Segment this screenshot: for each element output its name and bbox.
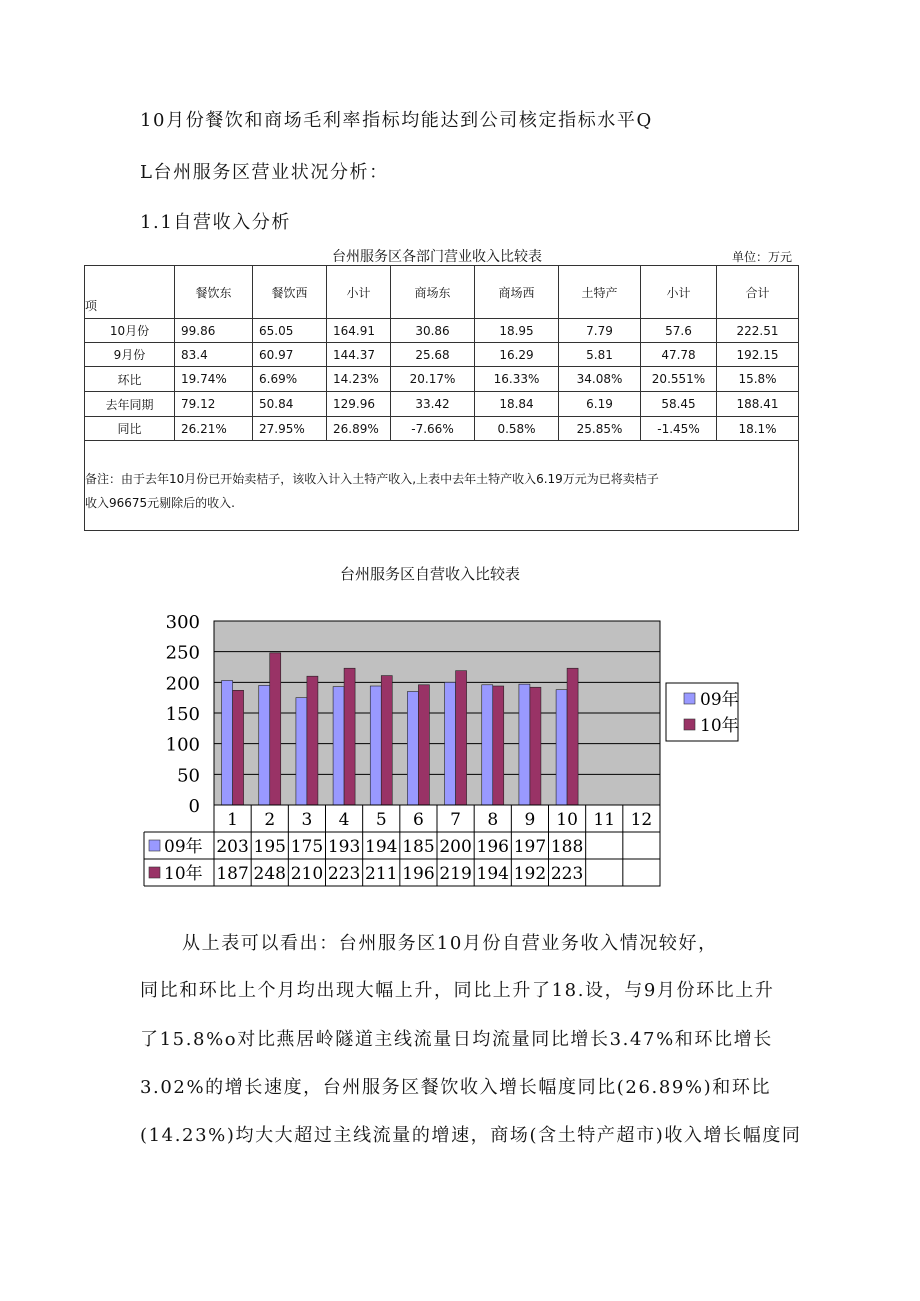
cell: 6.69% [253,367,327,392]
cell: 19.74% [175,367,253,392]
data-label: 188 [550,837,584,857]
data-label: 203 [216,837,249,857]
cell: 34.08% [559,367,641,392]
cell: 0.58% [475,417,559,441]
data-label: 196 [476,837,509,857]
cell: 15.8% [717,367,799,392]
cell: 50.84 [253,392,327,417]
cell: 33.42 [391,392,475,417]
body-para-2: 同比和环比上个月均出现大幅上升，同比上升了18.设，与9月份环比上升 [140,980,775,1001]
data-label: 210 [290,864,324,884]
cell: 26.21% [175,417,253,441]
row-label: 去年同期 [85,392,175,417]
y-tick-label: 0 [188,796,200,817]
row-label: 9月份 [85,343,175,367]
table-row [85,417,799,441]
body-para-3: 了15.8%o对比燕居岭隧道主线流量日均流量同比增长3.47%和环比增长 [140,1029,773,1050]
y-tick-label: 150 [165,704,200,725]
col-header: 小计 [327,266,391,319]
table-row [85,319,799,343]
bar [233,690,244,805]
cell: 18.1% [717,417,799,441]
table-row [85,367,799,392]
data-label: 187 [216,864,249,884]
cell: 14.23% [327,367,391,392]
bar [270,653,281,805]
legend-swatch [684,719,695,730]
cell: 6.19 [559,392,641,417]
table-legend-swatch [149,867,160,878]
cell: 25.85% [559,417,641,441]
cell: 20.17% [391,367,475,392]
cell: 60.97 [253,343,327,367]
col-header: 小计 [641,266,717,319]
row-label: 10月份 [85,319,175,343]
table-unit: 单位：万元 [732,250,793,264]
cell: 222.51 [717,319,799,343]
table-title: 台州服务区各部门营业收入比较表 [332,249,542,265]
chart-title: 台州服务区自营收入比较表 [340,565,521,583]
legend-label: 09年 [700,690,739,710]
x-tick-label: 4 [338,810,350,830]
bar [259,685,270,805]
data-label: 196 [402,864,435,884]
cell: 25.68 [391,343,475,367]
row-label: 环比 [85,367,175,392]
cell: 27.95% [253,417,327,441]
x-tick-label: 1 [227,810,238,830]
table-series-label: 10年 [164,864,203,884]
subsection-heading: 1.1自营收入分析 [140,212,292,233]
bar [482,685,493,805]
row-label: 同比 [85,417,175,441]
bar [530,687,541,805]
bar [344,668,355,805]
bar [370,686,381,805]
cell: 83.4 [175,343,253,367]
x-tick-label: 5 [375,810,387,830]
data-label: 223 [550,864,584,884]
col-header: 土特产 [559,266,641,319]
bar [456,671,467,805]
cell: 16.29 [475,343,559,367]
cell: 5.81 [559,343,641,367]
cell: 18.84 [475,392,559,417]
cell: 192.15 [717,343,799,367]
body-para-1: 从上表可以看出：台州服务区10月份自营业务收入情况较好， [182,933,718,954]
data-label: 194 [365,837,398,857]
bar [493,686,504,805]
y-tick-label: 200 [165,673,200,695]
cell: 99.86 [175,319,253,343]
cell: 30.86 [391,319,475,343]
corner-cell [85,266,175,319]
col-header: 合计 [717,266,799,319]
col-header: 商场西 [475,266,559,319]
data-label: 185 [402,837,435,857]
bar [307,676,318,805]
bar [567,668,578,805]
data-label: 223 [327,864,361,884]
cell: 57.6 [641,319,717,343]
data-label: 248 [253,864,286,884]
cell: 58.45 [641,392,717,417]
cell: 7.79 [559,319,641,343]
body-para-5: (14.23%)均大大超过主线流量的增速，商场(含土特产超市)收入增长幅度同 [140,1125,802,1146]
col-header: 餐饮西 [253,266,327,319]
cell: -1.45% [641,417,717,441]
data-label: 175 [290,837,324,857]
bar [222,680,233,805]
note-row [85,441,799,531]
y-tick-label: 250 [165,642,200,664]
cell: 47.78 [641,343,717,367]
bar [333,687,344,805]
x-tick-label: 6 [413,810,424,830]
x-tick-label: 12 [630,810,653,830]
col-header: 餐饮东 [175,266,253,319]
note-cell [85,441,799,531]
y-tick-label: 50 [177,765,200,787]
y-tick-label: 100 [165,734,200,756]
table-header-row [85,266,799,319]
cell: 18.95 [475,319,559,343]
data-label: 195 [253,837,286,857]
data-label: 192 [513,864,547,884]
cell: 65.05 [253,319,327,343]
x-tick-label: 2 [264,810,276,830]
table-row [85,392,799,417]
body-para-4: 3.02%的增长速度，台州服务区餐饮收入增长幅度同比(26.89%)和环比 [140,1077,772,1098]
bar [445,682,456,805]
bar [381,676,392,805]
cell: 144.37 [327,343,391,367]
x-tick-label: 3 [301,810,313,830]
bar [418,685,429,805]
cell: 16.33% [475,367,559,392]
table-series-label: 09年 [164,837,203,857]
table-row [85,343,799,367]
col-header: 商场东 [391,266,475,319]
x-tick-label: 9 [524,810,536,830]
cell: 188.41 [717,392,799,417]
data-label: 219 [439,864,472,884]
x-tick-label: 10 [556,810,578,830]
bar [556,690,567,805]
note-line-2: 收入96675元剔除后的收入. [85,496,235,510]
x-tick-label: 8 [487,810,499,830]
legend-label: 10年 [700,716,739,736]
cell: -7.66% [391,417,475,441]
data-label: 193 [327,837,361,857]
data-label: 194 [476,864,509,884]
y-tick-label: 300 [165,612,200,633]
cell: 20.551% [641,367,717,392]
table-legend-swatch [149,840,160,851]
note-line-1: 备注：由于去年10月份已开始卖桔子，该收入计入土特产收入,上表中去年土特产收入6.19万元为已将卖桔子 [85,472,659,486]
data-label: 211 [365,864,398,884]
data-label: 197 [513,837,547,857]
bar [296,698,307,805]
bar [407,692,418,805]
bar [519,684,530,805]
doc-line-1: 10月份餐饮和商场毛利率指标均能达到公司核定指标水平Q [140,110,653,131]
data-label: 200 [439,837,472,857]
bar-chart [0,605,920,945]
legend-swatch [684,693,695,704]
cell: 164.91 [327,319,391,343]
cell: 26.89% [327,417,391,441]
x-tick-label: 7 [450,810,461,830]
revenue-table [84,265,799,531]
x-tick-label: 11 [593,810,616,830]
corner-label: 项 [85,299,98,313]
cell: 129.96 [327,392,391,417]
section-heading: L台州服务区营业状况分析： [140,162,389,183]
cell: 79.12 [175,392,253,417]
